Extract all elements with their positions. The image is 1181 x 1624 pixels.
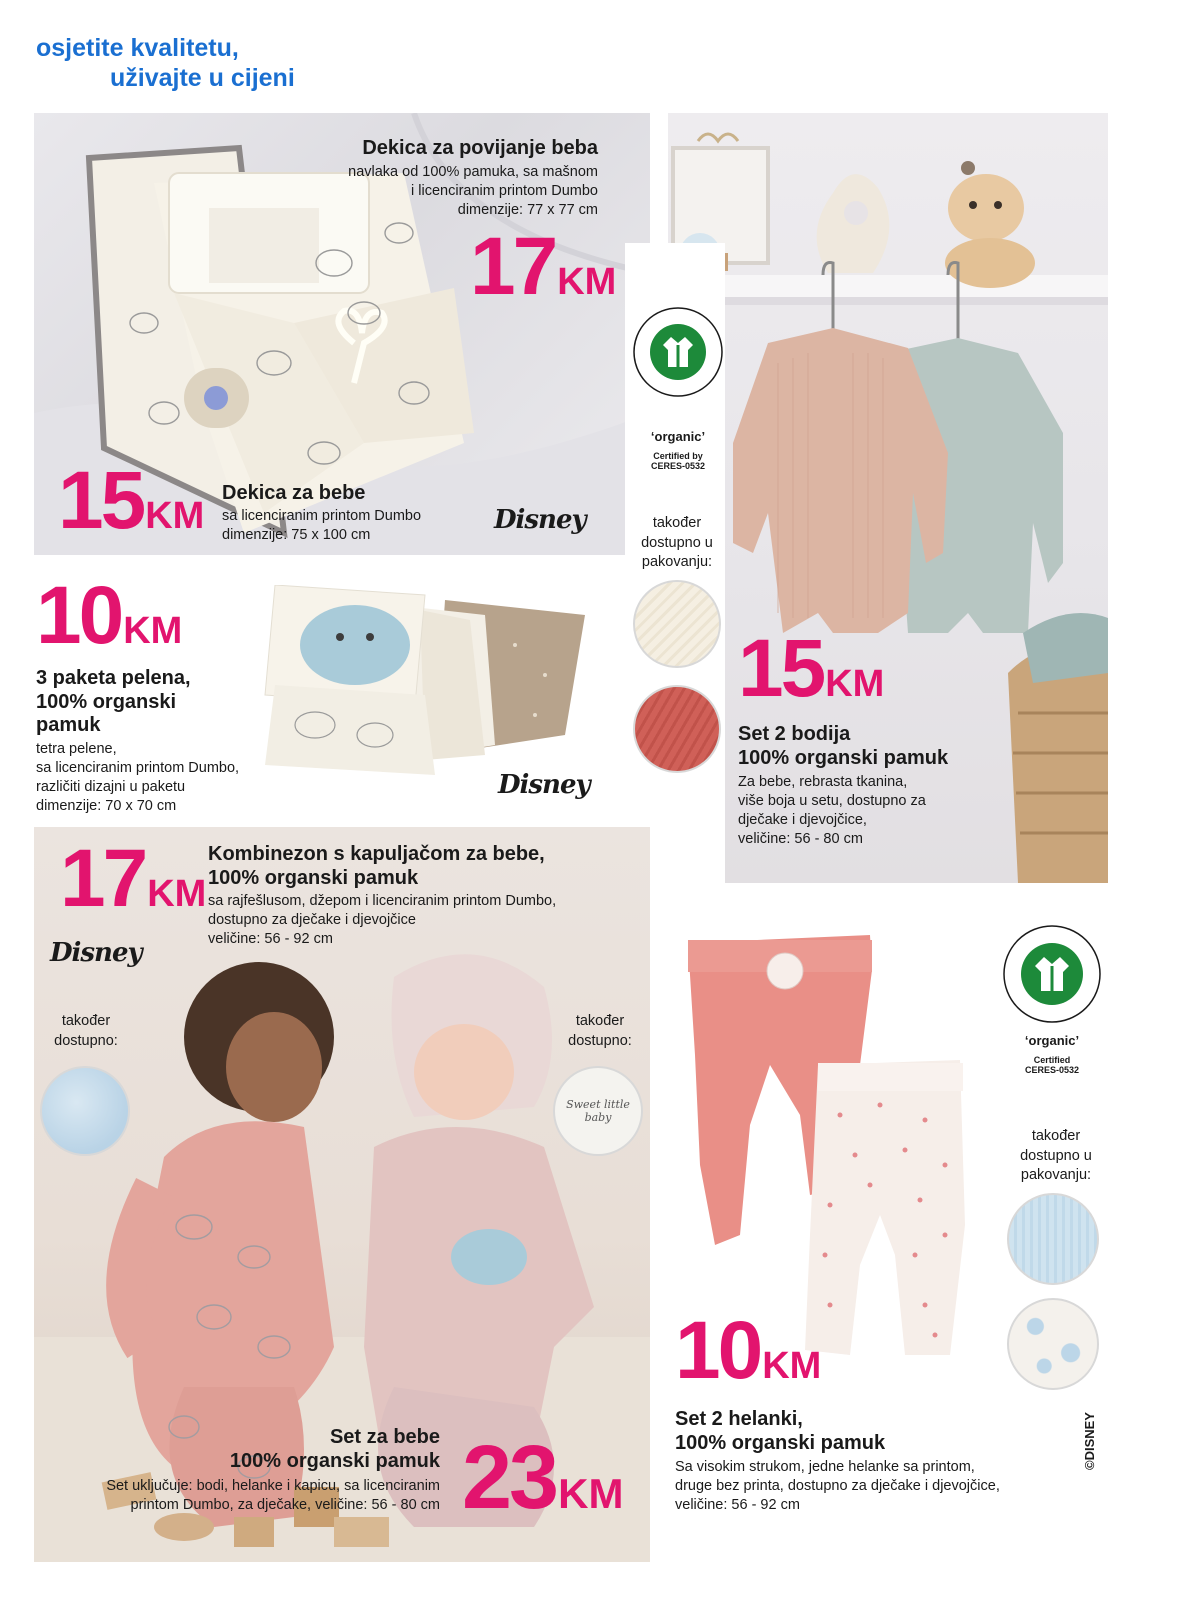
bodysuit-variant-red <box>633 685 721 773</box>
babyset-description: Set uključuje: bodi, helanke i kapicu, sa licenciranim printom Dumbo, za dječake, veličine: 56 - 80 cm <box>106 1478 440 1513</box>
swaddle-title: Dekica za povijanje beba <box>362 137 598 159</box>
gots-text: ‘organic’ Certified by CERES-0532 <box>650 429 706 472</box>
leggings-also-available: također dostupno u pakovanju: <box>1020 1128 1092 1184</box>
gots-logo <box>1000 922 1104 1026</box>
jumpsuit-price: 17KM <box>60 833 207 924</box>
slogan-line-1: osjetite kvalitetu, <box>36 34 239 62</box>
bodysuits-price: 15KM <box>738 623 885 714</box>
bodysuits-description: Za bebe, rebrasta tkanina, više boja u setu, dostupno za dječake i djevojčice, veličine: 56 - 80 cm <box>738 774 926 847</box>
disney-logo: Disney <box>494 505 586 535</box>
bodysuit-variant-cream <box>633 580 721 668</box>
copyright: ©DISNEY <box>1082 1412 1097 1470</box>
jumpsuit-variant-blue <box>40 1066 130 1156</box>
diapers-price: 10KM <box>36 570 183 661</box>
leggings-description: Sa visokim strukom, jedne helanke sa printom, druge bez printa, dostupno za dječake i djevojčice, veličine: 56 - 92 cm <box>675 1459 1000 1513</box>
gots-text: ‘organic’ Certified CERES-0532 <box>1024 1033 1080 1076</box>
disney-logo: Disney <box>498 770 590 800</box>
jumpsuit-also-available-left: također dostupno: <box>54 1013 118 1049</box>
gots-logo <box>631 305 725 399</box>
babyset-price: 23KM <box>462 1428 624 1528</box>
diapers-illustration <box>245 585 605 775</box>
blanket-description: sa licenciranim printom Dumbo dimenzije: 75 x 100 cm <box>222 508 422 543</box>
disney-logo: Disney <box>50 938 142 968</box>
diapers-title: 3 paketa pelena, 100% organski pamuk <box>36 667 191 737</box>
diapers-description: tetra pelene, sa licenciranim printom Dumbo, različiti dizajni u paketu dimenzije: 70 x 70 cm <box>36 741 240 814</box>
diapers-photo <box>245 585 605 775</box>
leggings-title: Set 2 helanki, 100% organski pamuk <box>675 1408 886 1454</box>
gots-shirt-icon <box>631 305 725 399</box>
slogan-line-2: uživajte u cijeni <box>110 64 295 92</box>
bodysuits-also-available: također dostupno u pakovanju: <box>641 515 713 571</box>
leggings-variant-blue <box>1007 1193 1099 1285</box>
jumpsuit-description: sa rajfešlusom, džepom i licenciranim printom Dumbo, dostupno za dječake i djevojčice veličine: 56 - 92 cm <box>208 893 557 947</box>
blanket-title: Dekica za bebe <box>222 482 366 504</box>
jumpsuit-title: Kombinezon s kapuljačom za bebe, 100% organski pamuk <box>208 843 545 889</box>
swaddle-description: navlaka od 100% pamuka, sa mašnom i licenciranim printom Dumbo dimenzije: 77 x 77 cm <box>348 164 598 218</box>
leggings-photo <box>680 935 980 1355</box>
swaddle-price: 17KM <box>470 221 617 312</box>
leggings-variant-print <box>1007 1298 1099 1390</box>
gots-shirt-icon <box>1000 922 1104 1026</box>
bodysuits-title: Set 2 bodija 100% organski pamuk <box>738 723 949 769</box>
blanket-price: 15KM <box>58 455 205 546</box>
jumpsuit-also-available-right: također dostupno: <box>568 1013 632 1049</box>
leggings-illustration <box>680 935 980 1355</box>
leggings-price: 10KM <box>675 1305 822 1396</box>
babyset-title: Set za bebe 100% organski pamuk <box>229 1426 440 1472</box>
jumpsuit-variant-sweet: Sweet little baby <box>553 1066 643 1156</box>
